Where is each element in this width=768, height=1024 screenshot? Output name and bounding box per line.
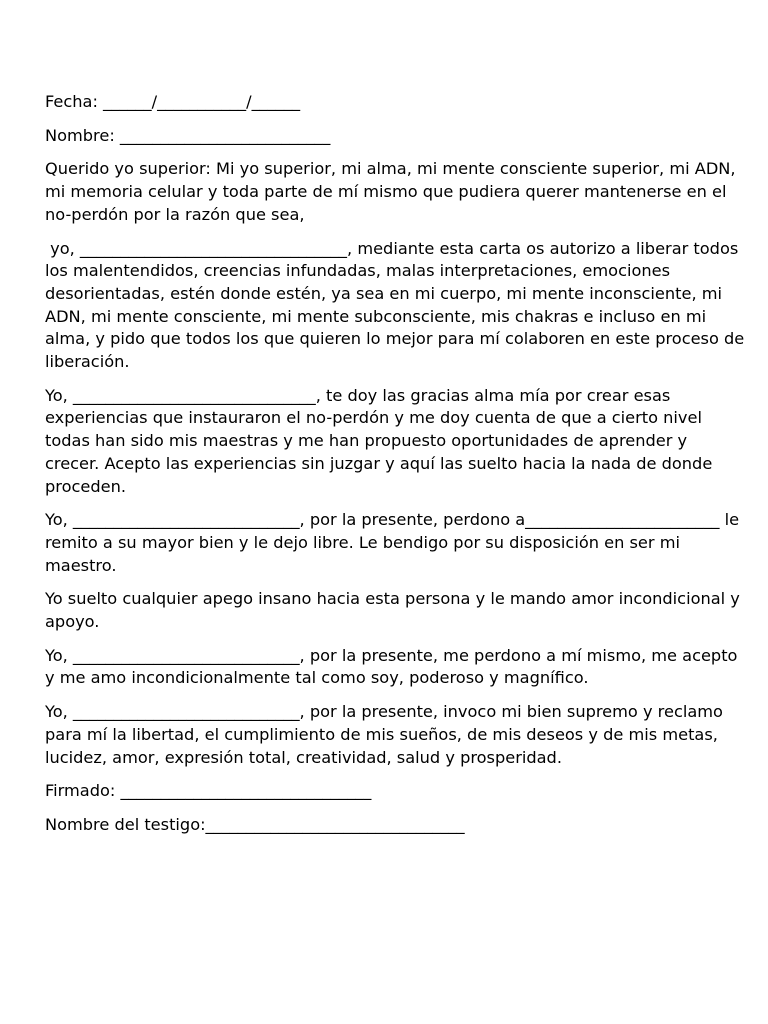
- paragraph-invoke: Yo, ____________________________, por la presente, invoco mi bien supremo y reclamo para mí la libertad, el cumplimiento de mis sueños, de mis deseos y de mis metas, lucidez, amor, expresión total, creatividad, salud y prosperidad.: [45, 702, 729, 767]
- date-line: Fecha: ______/___________/______: [45, 92, 301, 111]
- document-page: [45, 91, 750, 848]
- paragraph-forgive-self: Yo, ____________________________, por la presente, me perdono a mí mismo, me acepto y me amo incondicionalmente tal como soy, poderoso y magnífico.: [45, 645, 743, 688]
- paragraph-gratitude: Yo, ______________________________, te doy las gracias alma mía por crear esas experiencias que instauraron el no-perdón y me doy cuenta de que a cierto nivel todas han sido mis maestras y me han propuesto oportunidades de aprender y crecer. Acepto las experiencias sin juzgar y aquí las suelto hacia la nada de donde proceden.: [45, 385, 718, 496]
- signed-line: Firmado: _______________________________: [45, 781, 372, 801]
- paragraph-release: Yo suelto cualquier apego insano hacia esta persona y le mando amor incondicional y apoyo.: [45, 589, 746, 632]
- witness-line: Nombre del testigo:________________________________: [45, 814, 465, 834]
- paragraph-authorization: yo, _________________________________, mediante esta carta os autorizo a liberar todos los malentendidos, creencias infundadas, malas interpretaciones, emociones desorientadas, estén donde estén, ya sea en mi cuerpo, mi mente inconsciente, mi ADN, mi mente consciente, mi mente subconsciente, mis chakras e incluso en mi alma, y pido que todos los que quieren lo mejor para mí colaboren en este proceso de liberación.: [45, 238, 750, 372]
- name-line: Nombre: __________________________: [45, 125, 331, 145]
- paragraph-invocation: Querido yo superior: Mi yo superior, mi alma, mi mente consciente superior, mi ADN, mi memoria celular y toda parte de mí mismo que pudiera querer mantenerse en el no-perdón por la razón que sea,: [45, 159, 741, 224]
- paragraph-forgive-other: Yo, ____________________________, por la presente, perdono a________________________ le remito a su mayor bien y le dejo libre. Le bendigo por su disposición en ser mi maestro.: [45, 510, 745, 575]
